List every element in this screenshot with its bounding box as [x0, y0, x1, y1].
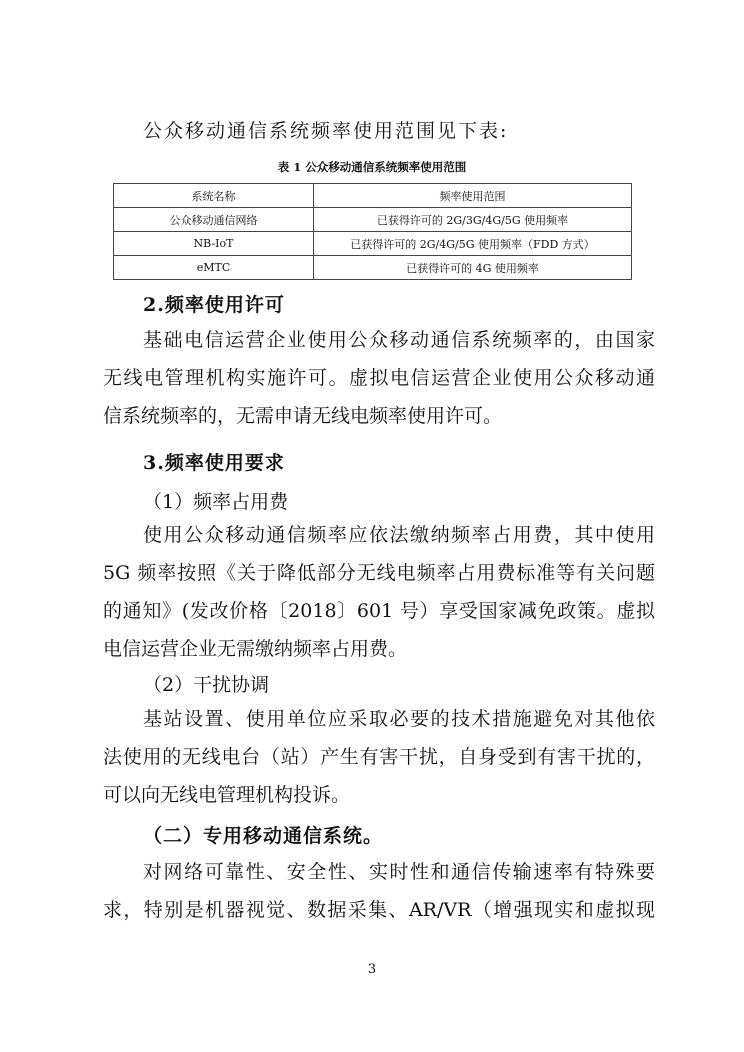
paragraph-line: 电信运营企业无需缴纳频率占用费。	[103, 638, 408, 660]
table-cell: 已获得许可的 2G/3G/4G/5G 使用频率	[314, 208, 632, 232]
table-header-row	[114, 184, 632, 208]
column-header-system-name: 系统名称	[114, 184, 314, 208]
paragraph-line: 5G 频率按照《关于降低部分无线电频率占用费标准等有关问题	[103, 562, 655, 584]
paragraph-line: 基础电信运营企业使用公众移动通信系统频率的，由国家	[143, 329, 655, 351]
paragraph-line: 信系统频率的，无需申请无线电频率使用许可。	[103, 405, 503, 427]
table-caption: 表 1 公众移动通信系统频率使用范围	[277, 160, 467, 174]
paragraph-line: 对网络可靠性、安全性、实时性和通信传输速率有特殊要	[143, 861, 655, 883]
paragraph-line: 可以向无线电管理机构投诉。	[103, 784, 351, 806]
column-header-frequency-range: 频率使用范围	[314, 184, 632, 208]
table-row	[114, 232, 632, 256]
paragraph-line: 法使用的无线电台（站）产生有害干扰，自身受到有害干扰的，	[103, 746, 655, 768]
page-number: 3	[367, 962, 377, 977]
table-cell: eMTC	[114, 256, 314, 280]
table-cell: 已获得许可的 4G 使用频率	[314, 256, 632, 280]
table-row	[114, 256, 632, 280]
intro-text: 公众移动通信系统频率使用范围见下表:	[143, 120, 509, 142]
section-heading-frequency-license: 2.频率使用许可	[143, 294, 285, 316]
paragraph-interference	[103, 700, 655, 814]
paragraph-private-mobile	[103, 853, 655, 929]
table-row	[114, 208, 632, 232]
section-heading-private-mobile: （二）专用移动通信系统。	[143, 825, 384, 847]
paragraph-line: 无线电管理机构实施许可。虚拟电信运营企业使用公众移动通	[103, 367, 655, 389]
table-cell: 公众移动通信网络	[114, 208, 314, 232]
paragraph-frequency-license	[103, 321, 655, 435]
paragraph-line: 基站设置、使用单位应采取必要的技术措施避免对其他依	[143, 708, 655, 730]
table-cell: NB-IoT	[114, 232, 314, 256]
paragraph-line: 使用公众移动通信频率应依法缴纳频率占用费，其中使用	[143, 524, 655, 546]
paragraph-occupancy-fee	[103, 516, 655, 668]
frequency-table	[113, 183, 632, 280]
paragraph-line: 的通知》(发改价格〔2018〕601 号）享受国家减免政策。虚拟	[103, 600, 655, 622]
section-heading-frequency-requirements: 3.频率使用要求	[143, 452, 285, 474]
subsection-title-interference: （2）干扰协调	[143, 674, 270, 696]
paragraph-line: 求，特别是机器视觉、数据采集、AR/VR（增强现实和虚拟现	[103, 899, 655, 921]
subsection-title-occupancy-fee: （1）频率占用费	[143, 491, 289, 513]
table-cell: 已获得许可的 2G/4G/5G 使用频率（FDD 方式）	[314, 232, 632, 256]
